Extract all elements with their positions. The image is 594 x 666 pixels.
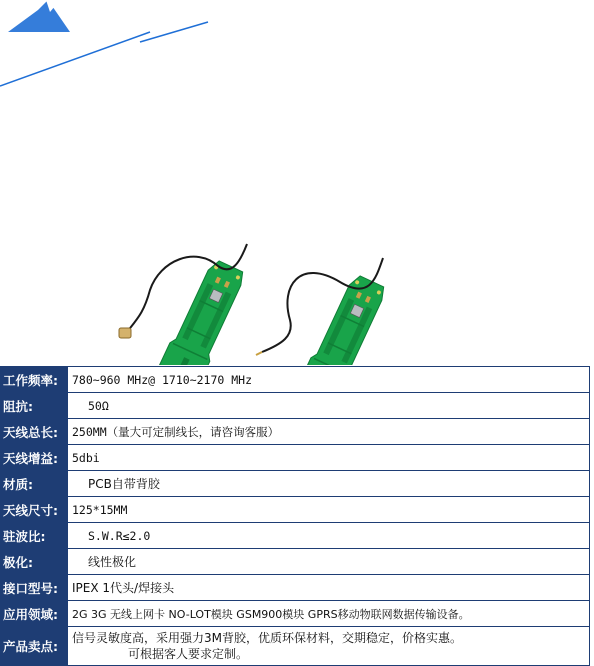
spec-label: 应用领域: — [1, 601, 68, 627]
spec-value: 250MM（量大可定制线长，请咨询客服） — [68, 419, 590, 445]
table-row — [1, 549, 590, 575]
spec-value: 50Ω — [68, 393, 590, 419]
table-row — [1, 575, 590, 601]
spec-label: 接口型号: — [1, 575, 68, 601]
spec-value: 5dbi — [68, 445, 590, 471]
spec-label: 天线总长: — [1, 419, 68, 445]
table-row — [1, 419, 590, 445]
spec-label: 天线尺寸: — [1, 497, 68, 523]
table-row — [1, 471, 590, 497]
spec-label: 极化: — [1, 549, 68, 575]
spec-value: 2G 3G 无线上网卡 NO-LOT模块 GSM900模块 GPRS移动物联网数据传输设备。 — [68, 601, 590, 627]
spec-label: 天线增益: — [1, 445, 68, 471]
spec-label: 驻波比: — [1, 523, 68, 549]
table-row — [1, 367, 590, 393]
spec-value: S.W.R≤2.0 — [68, 523, 590, 549]
spec-label: 工作频率: — [1, 367, 68, 393]
spec-value: IPEX 1代头/焊接头 — [68, 575, 590, 601]
spec-value: 125*15MM — [68, 497, 590, 523]
spec-table — [0, 366, 590, 666]
spec-value: PCB自带背胶 — [68, 471, 590, 497]
table-row — [1, 393, 590, 419]
table-row — [1, 523, 590, 549]
table-row — [1, 445, 590, 471]
table-row — [1, 601, 590, 627]
spec-value: 780~960 MHz@ 1710~2170 MHz — [68, 367, 590, 393]
spec-label: 阻抗: — [1, 393, 68, 419]
spec-value — [68, 627, 590, 666]
spec-label: 材质: — [1, 471, 68, 497]
table-row — [1, 627, 590, 666]
spec-value: 线性极化 — [68, 549, 590, 575]
table-row — [1, 497, 590, 523]
spec-value-line-2: 可根据客人要求定制。 — [128, 647, 249, 661]
spec-label: 产品卖点: — [1, 627, 68, 666]
spec-value-line-1: 信号灵敏度高，采用强力3M背胶，优质环保材料，交期稳定，价格实惠。 — [72, 631, 462, 645]
